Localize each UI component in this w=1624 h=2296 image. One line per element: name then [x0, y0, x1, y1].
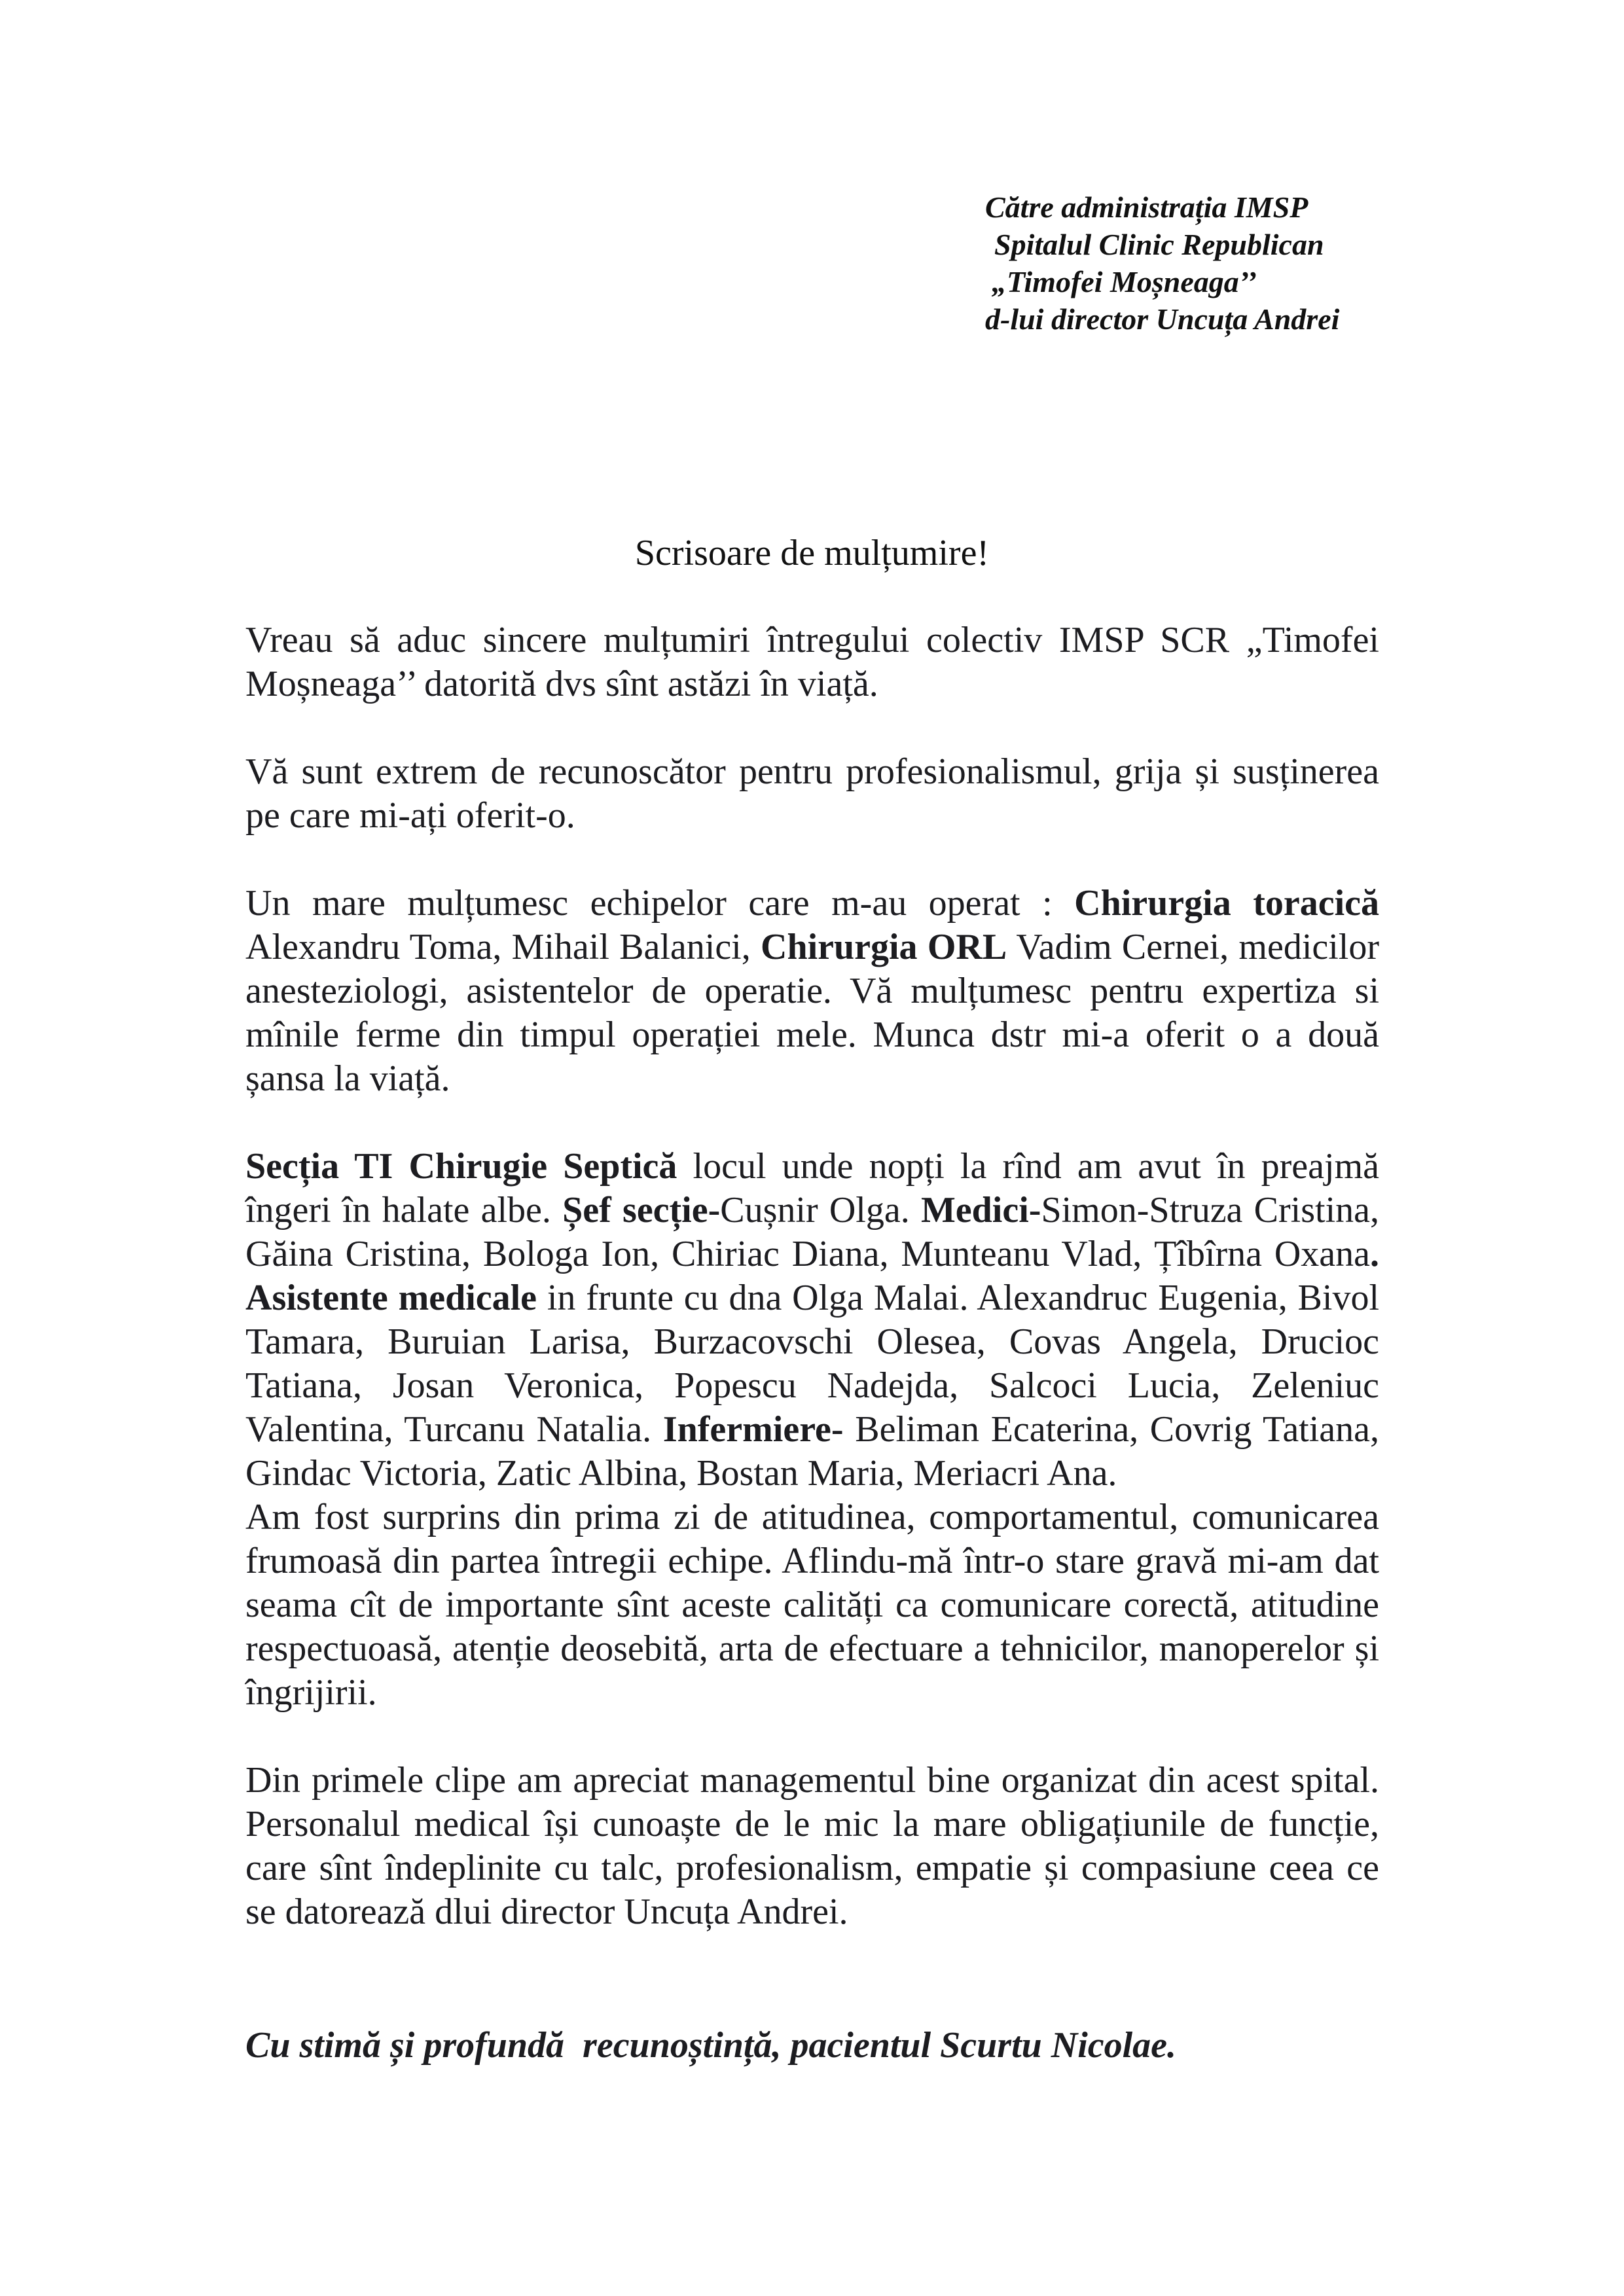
paragraph-gratitude: Vă sunt extrem de recunoscător pentru profesionalismul, grija și susținerea pe care mi-ați oferit-o.	[245, 751, 1379, 836]
text: in frunte cu dna Olga Malai. Alexandruc Eugenia, Bivol Tamara, Buruian Larisa, Burzacovschi Olesea, Covas Angela, Drucioc Tatiana, Josan Veronica, Popescu Nadejda, Salcoci Lucia, Zeleniuc Valentina, Turcanu Natalia.	[245, 1278, 1379, 1450]
paragraph-gap	[245, 838, 1379, 882]
letter-body	[245, 619, 1379, 1934]
text: Vadim Cernei, medicilor anesteziologi, asistentelor de operatie. Vă mulțumesc pentru expertiza si mînile ferme din timpul operației mele. Munca dstr mi-a oferit o a două șansa la viață.	[245, 927, 1379, 1099]
text: Alexandru Toma, Mihail Balanici,	[245, 927, 761, 967]
paragraph-gap	[245, 1101, 1379, 1145]
bold-ward-name: Secția TI Chirugie Septică	[245, 1146, 677, 1187]
text: locul unde nopți la rînd am avut în preajmă îngeri în halate albe.	[245, 1146, 1379, 1230]
recipient-line-2: Spitalul Clinic Republican	[994, 228, 1324, 261]
paragraph-intro: Vreau să aduc sincere mulțumiri întregului colectiv IMSP SCR „Timofei Moșneaga’’ datorită dvs sînt astăzi în viață.	[245, 620, 1379, 704]
paragraph-surgical-teams	[245, 882, 1379, 1101]
text: Un mare mulțumesc echipelor care m-au operat :	[245, 883, 1075, 924]
paragraph-gap	[245, 706, 1379, 750]
paragraph-gap	[245, 1715, 1379, 1759]
bold-doctors: Medici-	[920, 1190, 1041, 1230]
paragraph-attitude: Am fost surprins din prima zi de atitudinea, comportamentul, comunicarea frumoasă din partea întregii echipe. Aflindu-mă într-o stare gravă mi-am dat seama cît de importante sînt aceste calități ca comunicare corectă, atitudine respectuoasă, atenție deosebită, arta de efectuare a tehnicilor, manoperelor și îngrijirii.	[245, 1497, 1379, 1713]
bold-orderlies: Infermiere-	[662, 1409, 844, 1450]
paragraph-management: Din primele clipe am apreciat managementul bine organizat din acest spital. Personalul medical își cunoaște de le mic la mare obligațiunile de funcție, care sînt îndeplinite cu talc, profesionalism, empatie și compasiune ceea ce se datorează dlui director Uncuța Andrei.	[245, 1760, 1379, 1932]
text: Cușnir Olga.	[720, 1190, 921, 1230]
recipient-line-1: Către administrația IMSP	[985, 190, 1308, 224]
letter-title: Scrisoare de mulțumire!	[634, 533, 990, 573]
recipient-line-4: d-lui director Uncuța Andrei	[985, 302, 1340, 336]
bold-nurses: . Asistente medicale	[245, 1234, 1379, 1318]
bold-orl-surgery: Chirurgia ORL	[761, 927, 1007, 967]
recipient-line-3: „Timofei Moșneaga’’	[992, 265, 1257, 298]
text: Simon-Struza Cristina, Găina Cristina, Bologa Ion, Chiriac Diana, Munteanu Vlad, Țîbîrna Oxana	[245, 1190, 1379, 1274]
closing-signature: Cu stimă și profundă recunoștință, pacientul Scurtu Nicolae.	[245, 2025, 1177, 2066]
paragraph-septic-ward	[245, 1145, 1379, 1496]
bold-head-of-ward: Șef secție-	[562, 1190, 721, 1230]
recipient-address-block	[985, 188, 1339, 338]
bold-thoracic-surgery: Chirurgia toracică	[1074, 883, 1379, 924]
text: Beliman Ecaterina, Covrig Tatiana, Gindac Victoria, Zatic Albina, Bostan Maria, Meriacri Ana.	[245, 1409, 1379, 1494]
